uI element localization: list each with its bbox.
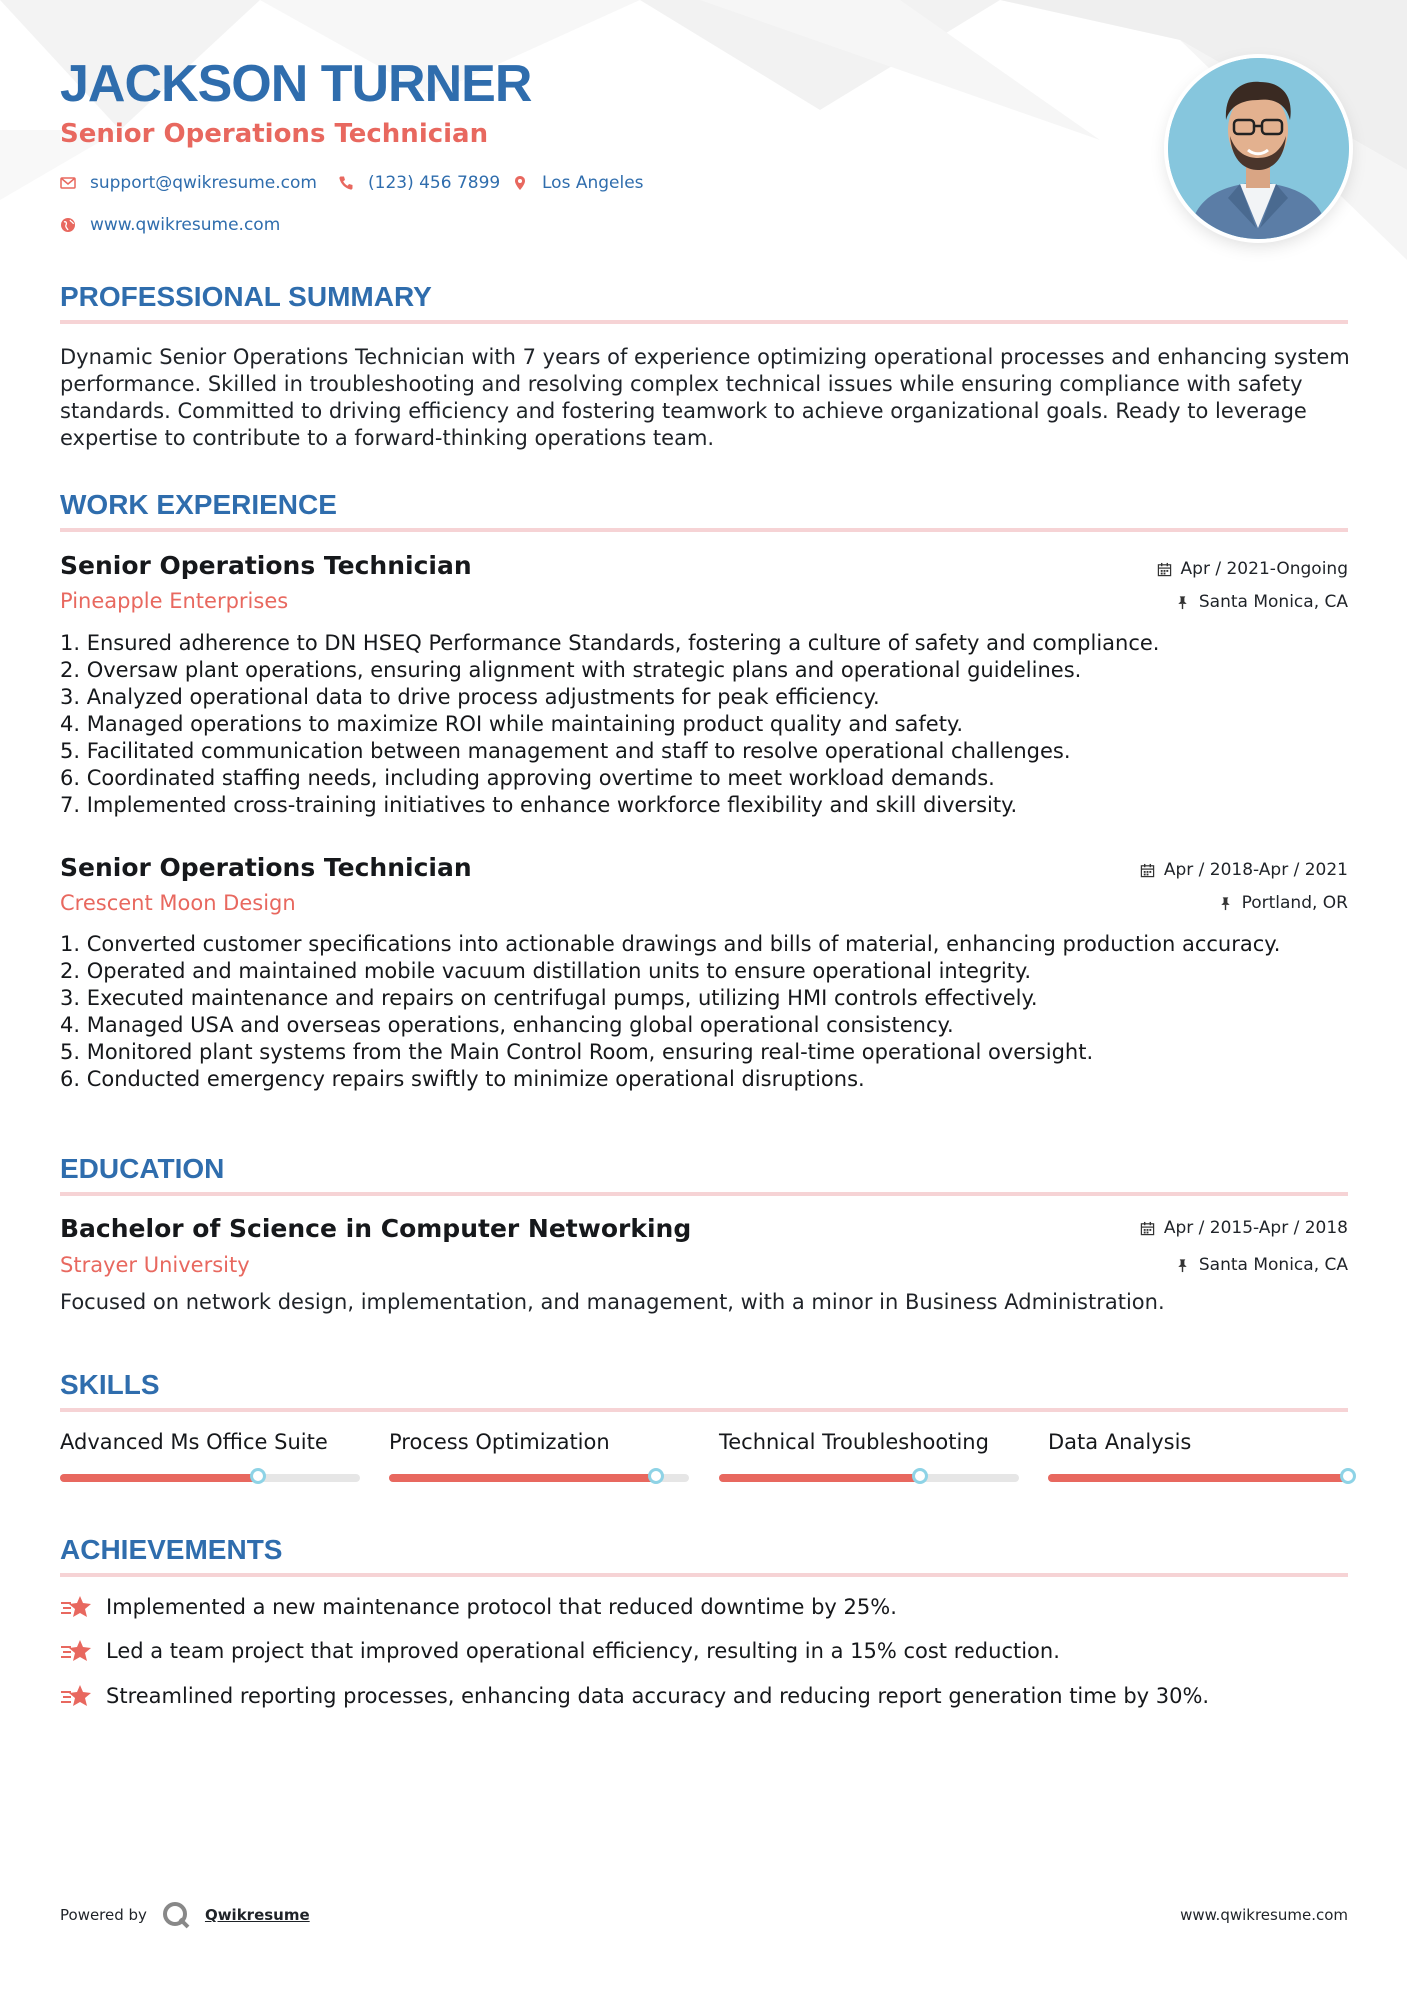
shooting-star-icon	[60, 1683, 92, 1709]
education-dates-text: Apr / 2015-Apr / 2018	[1163, 1218, 1348, 1238]
summary-heading: PROFESSIONAL SUMMARY	[60, 281, 432, 312]
job-location-text: Santa Monica, CA	[1198, 592, 1348, 612]
skill-item	[60, 1430, 360, 1490]
achievement-text: Streamlined reporting processes, enhancing data accuracy and reducing report generation time by 30%.	[106, 1684, 1210, 1708]
list-item: 6. Coordinated staffing needs, including approving overtime to meet workload demands.	[60, 766, 995, 790]
skill-bar-fill	[60, 1474, 258, 1482]
contact-location	[512, 173, 644, 193]
skill-item	[1048, 1430, 1348, 1490]
skill-item	[719, 1430, 1019, 1490]
skill-bar-knob	[648, 1468, 664, 1484]
list-item: 1. Ensured adherence to DN HSEQ Performance Standards, fostering a culture of safety and compliance.	[60, 631, 1160, 655]
qwikresume-logo-icon	[161, 1900, 191, 1930]
globe-icon	[60, 217, 76, 233]
candidate-role: Senior Operations Technician	[60, 119, 489, 149]
skill-name: Technical Troubleshooting	[719, 1430, 989, 1454]
brand-link[interactable]: Qwikresume	[204, 1906, 310, 1924]
list-item: 1. Converted customer specifications into actionable drawings and bills of material, enhancing production accuracy.	[60, 932, 1281, 956]
job-dates	[1157, 561, 1348, 578]
education-heading: EDUCATION	[60, 1153, 225, 1184]
job-dates-text: Apr / 2021-Ongoing	[1180, 559, 1348, 579]
education-location-text: Santa Monica, CA	[1198, 1255, 1348, 1275]
envelope-icon	[60, 175, 76, 191]
job-dates	[1140, 862, 1348, 879]
pushpin-icon	[1175, 1258, 1190, 1273]
summary-text: Dynamic Senior Operations Technician with 7 years of experience optimizing operational processes and enhancing system performance. Skilled in troubleshooting and resolving complex technical issues while ensuring compliance with safety standards. Committed to driving efficiency and fostering teamwork to achieve organizational goals. Ready to leverage expertise to contribute to a forward-thinking operations team.	[60, 345, 1350, 450]
skill-name: Advanced Ms Office Suite	[60, 1430, 328, 1454]
footer-url[interactable]: www.qwikresume.com	[1180, 1906, 1348, 1924]
skill-bar	[1048, 1474, 1348, 1482]
skill-name: Data Analysis	[1048, 1430, 1192, 1454]
calendar-icon	[1140, 863, 1155, 878]
achievements-heading: ACHIEVEMENTS	[60, 1534, 283, 1565]
powered-by-label: Powered by	[60, 1906, 147, 1924]
skills-divider	[60, 1408, 1348, 1412]
footer-powered-by	[60, 1900, 310, 1930]
skill-name: Process Optimization	[389, 1430, 610, 1454]
skill-bar	[60, 1474, 360, 1482]
contact-email-text[interactable]: support@qwikresume.com	[90, 173, 317, 193]
pushpin-icon	[1175, 595, 1190, 610]
shooting-star-icon	[60, 1594, 92, 1620]
school-name: Strayer University	[60, 1253, 250, 1277]
calendar-icon	[1157, 562, 1172, 577]
achievement-item	[60, 1594, 897, 1620]
achievement-text: Led a team project that improved operational efficiency, resulting in a 15% cost reduction.	[106, 1639, 1060, 1663]
achievements-divider	[60, 1573, 1348, 1577]
job-company: Crescent Moon Design	[60, 891, 296, 915]
pushpin-icon	[1218, 896, 1233, 911]
achievement-item	[60, 1683, 1209, 1709]
list-item: 6. Conducted emergency repairs swiftly to minimize operational disruptions.	[60, 1067, 865, 1091]
list-item: 5. Facilitated communication between management and staff to resolve operational challenges.	[60, 739, 1071, 763]
skill-bar	[389, 1474, 689, 1482]
job-location	[1218, 895, 1348, 912]
job-bullets	[60, 630, 1350, 819]
skill-bar-fill	[389, 1474, 656, 1482]
skill-bar	[719, 1474, 1019, 1482]
contact-location-text: Los Angeles	[542, 173, 644, 193]
contact-email[interactable]	[60, 173, 317, 193]
education-description: Focused on network design, implementation, and management, with a minor in Business Administration.	[60, 1290, 1165, 1314]
skill-bar-knob	[1340, 1468, 1356, 1484]
job-location	[1175, 594, 1348, 611]
job-dates-text: Apr / 2018-Apr / 2021	[1163, 860, 1348, 880]
skill-bar-knob	[912, 1468, 928, 1484]
degree-title: Bachelor of Science in Computer Networking	[60, 1214, 692, 1243]
shooting-star-icon	[60, 1638, 92, 1664]
education-dates	[1140, 1220, 1348, 1237]
list-item: 2. Oversaw plant operations, ensuring alignment with strategic plans and operational guidelines.	[60, 658, 1082, 682]
skills-heading: SKILLS	[60, 1369, 160, 1400]
candidate-name: JACKSON TURNER	[60, 55, 532, 113]
skill-bar-fill	[719, 1474, 920, 1482]
avatar	[1168, 58, 1349, 239]
job-title: Senior Operations Technician	[60, 551, 472, 580]
list-item: 4. Managed operations to maximize ROI while maintaining product quality and safety.	[60, 712, 964, 736]
job-bullets	[60, 931, 1350, 1093]
contact-phone[interactable]	[338, 173, 500, 193]
skill-bar-knob	[250, 1468, 266, 1484]
list-item: 3. Analyzed operational data to drive process adjustments for peak efficiency.	[60, 685, 880, 709]
portrait-image	[1168, 58, 1349, 239]
education-location	[1175, 1257, 1348, 1274]
calendar-icon	[1140, 1221, 1155, 1236]
skill-bar-fill	[1048, 1474, 1348, 1482]
contact-phone-text[interactable]: (123) 456 7899	[368, 173, 501, 193]
job-location-text: Portland, OR	[1241, 893, 1348, 913]
achievement-text: Implemented a new maintenance protocol that reduced downtime by 25%.	[106, 1595, 897, 1619]
summary-divider	[60, 320, 1348, 324]
achievement-item	[60, 1638, 1060, 1664]
contact-website[interactable]	[60, 215, 280, 235]
list-item: 3. Executed maintenance and repairs on centrifugal pumps, utilizing HMI controls effectively.	[60, 986, 1038, 1010]
experience-heading: WORK EXPERIENCE	[60, 489, 337, 520]
skill-item	[389, 1430, 689, 1490]
list-item: 5. Monitored plant systems from the Main Control Room, ensuring real-time operational oversight.	[60, 1040, 1094, 1064]
phone-icon	[338, 175, 354, 191]
contact-website-text[interactable]: www.qwikresume.com	[90, 215, 281, 235]
list-item: 2. Operated and maintained mobile vacuum distillation units to ensure operational integrity.	[60, 959, 1032, 983]
experience-divider	[60, 528, 1348, 532]
list-item: 7. Implemented cross-training initiatives to enhance workforce flexibility and skill diversity.	[60, 793, 1018, 817]
map-pin-icon	[512, 175, 528, 191]
education-divider	[60, 1192, 1348, 1196]
job-company: Pineapple Enterprises	[60, 589, 289, 613]
list-item: 4. Managed USA and overseas operations, enhancing global operational consistency.	[60, 1013, 954, 1037]
job-title: Senior Operations Technician	[60, 853, 472, 882]
